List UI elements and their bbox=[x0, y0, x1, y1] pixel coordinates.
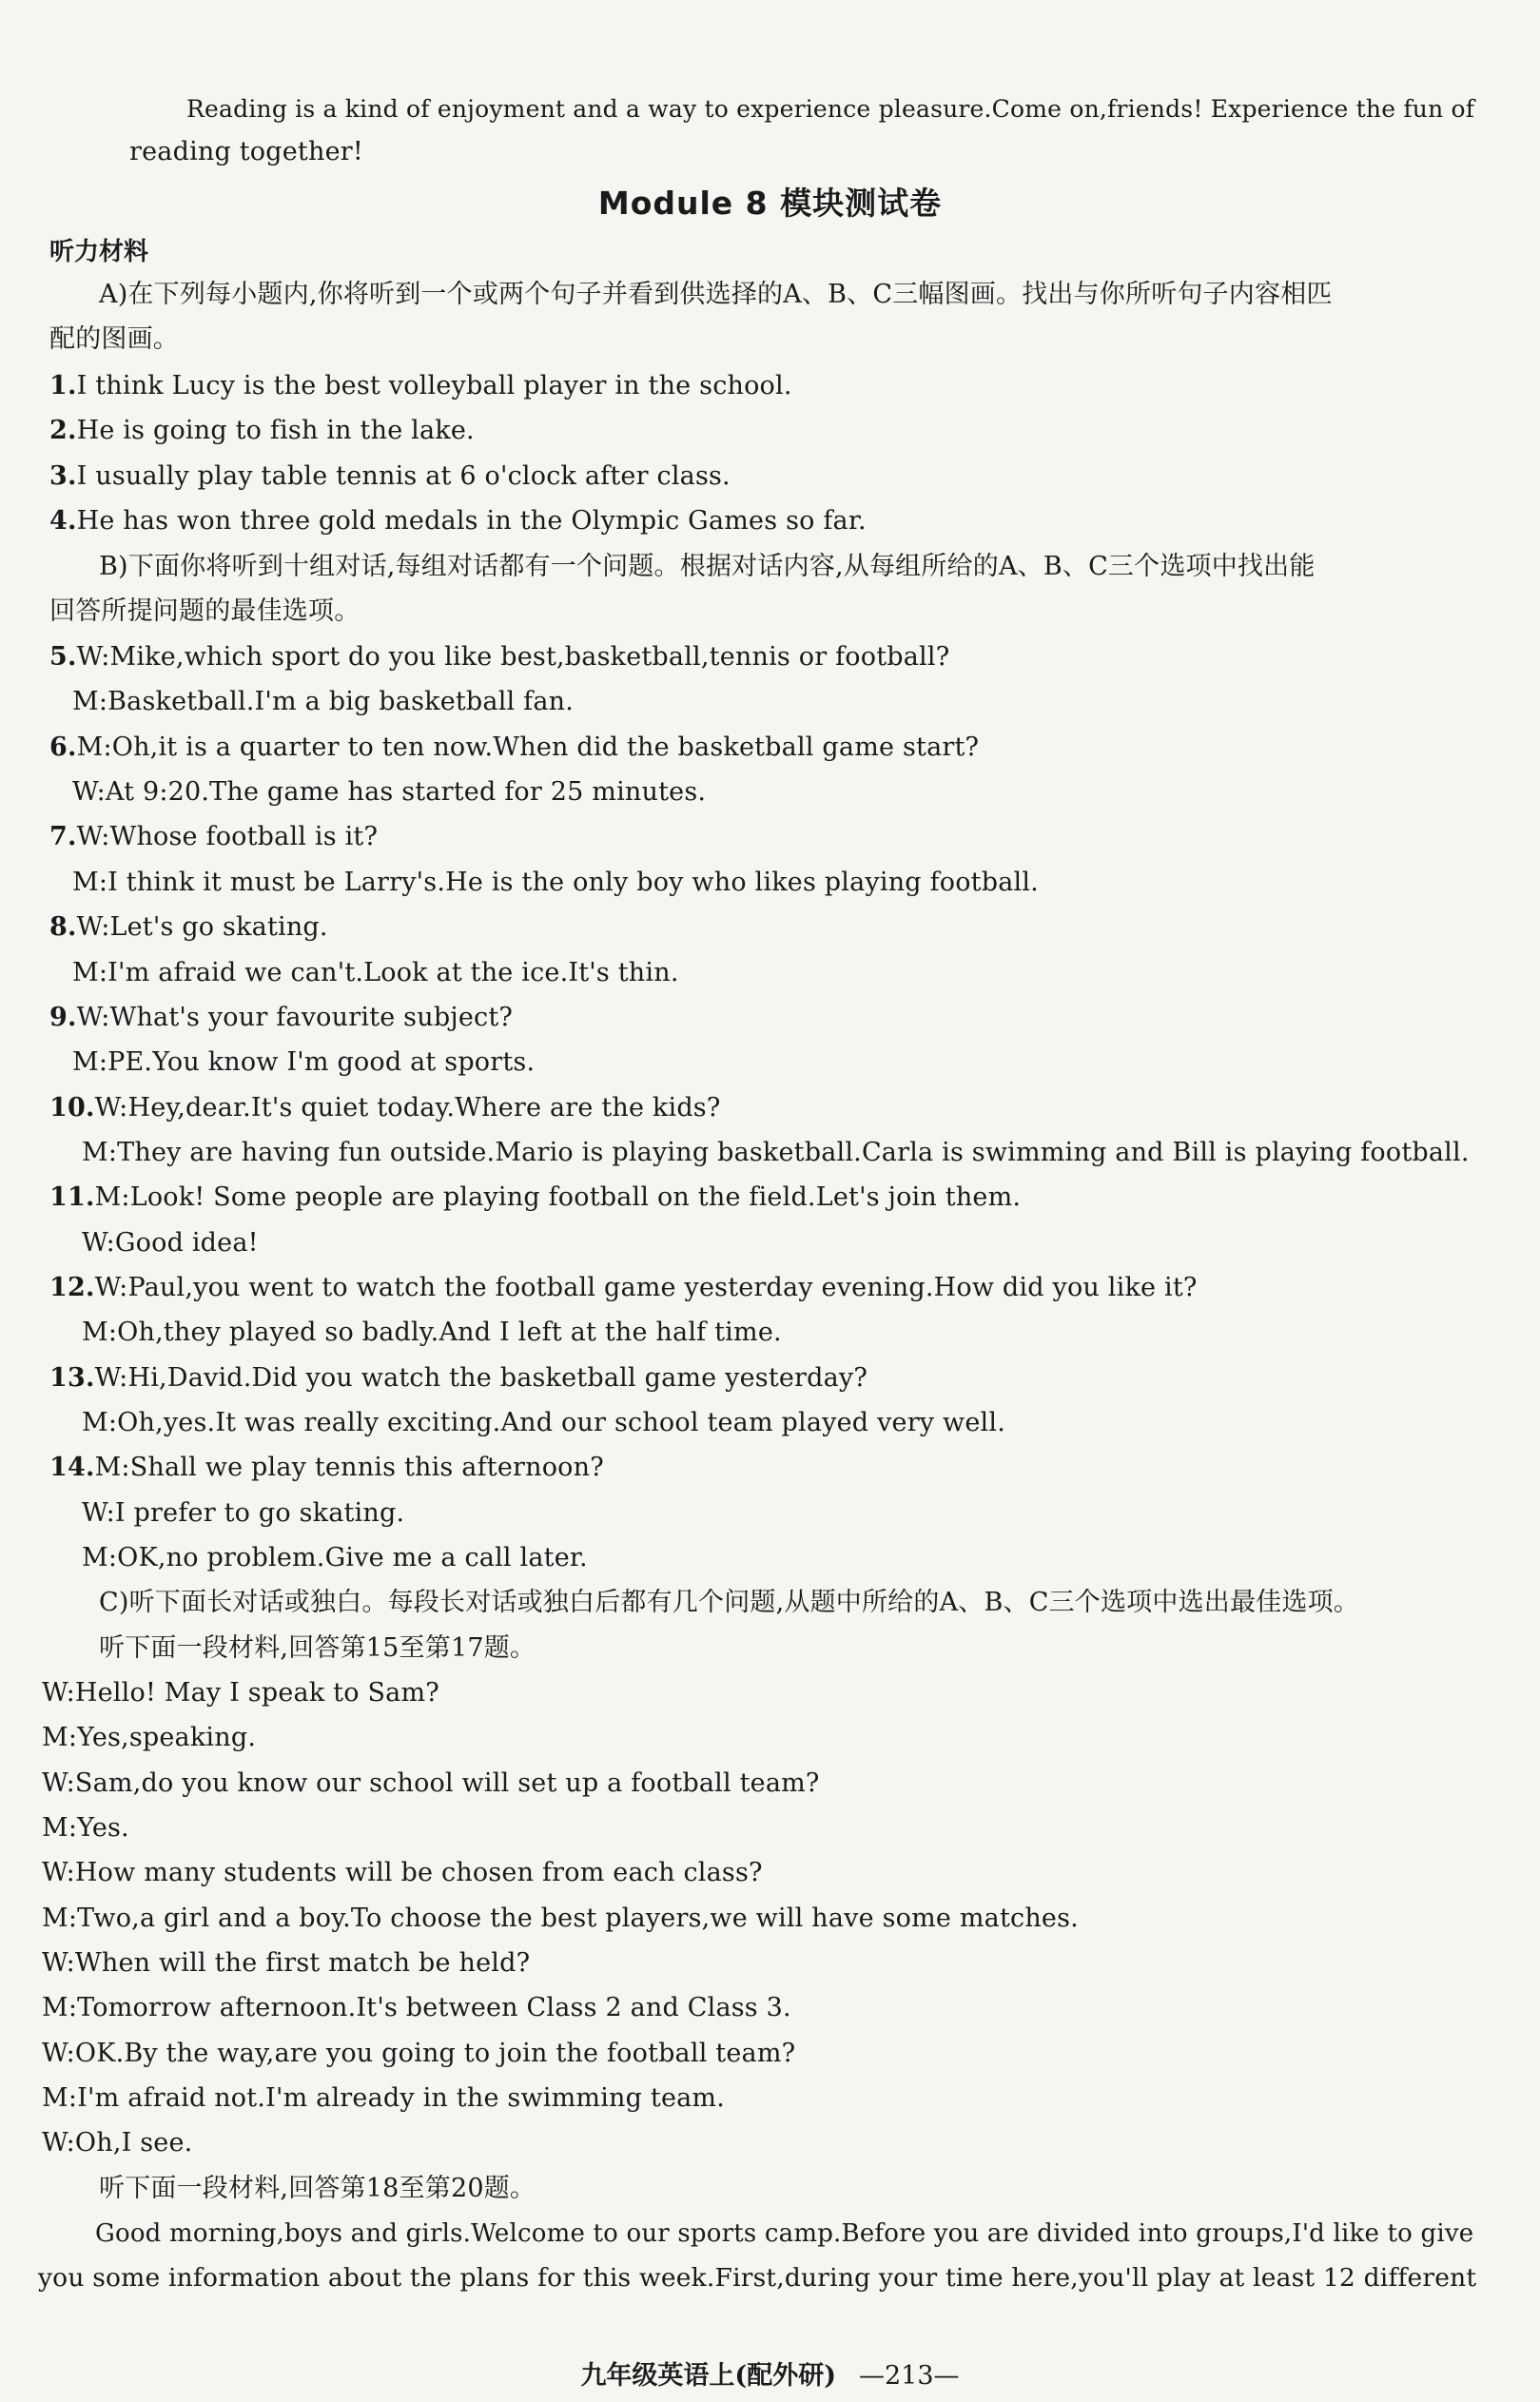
page-footer bbox=[0, 2354, 1540, 2392]
intro-line-1: Reading is a kind of enjoyment and a way to experience pleasure.Come on,friends! Experience the fun of bbox=[186, 95, 1475, 123]
dialog-14-line-3: M:OK,no problem.Give me a call later. bbox=[82, 1543, 588, 1572]
dialog-13-line-1: 13.W:Hi,David.Did you watch the basketball game yesterday? bbox=[49, 1363, 868, 1393]
dialog-12-line-1: 12.W:Paul,you went to watch the football game yesterday evening.How did you like it? bbox=[49, 1273, 1198, 1302]
part-a-instruction-1: A)在下列每小题内,你将听到一个或两个句子并看到供选择的A、B、C三幅图画。找出与你所听句子内容相匹 bbox=[99, 280, 1333, 309]
part-c-instruction: C)听下面长对话或独白。每段长对话或独白后都有几个问题,从题中所给的A、B、C三个选项中选出最佳选项。 bbox=[99, 1588, 1359, 1617]
part-b-instruction-1: B)下面你将听到十组对话,每组对话都有一个问题。根据对话内容,从每组所给的A、B、C三个选项中找出能 bbox=[99, 552, 1316, 581]
dialog-6-line-2: W:At 9:20.The game has started for 25 minutes. bbox=[72, 777, 707, 807]
conversation-line: M:I'm afraid not.I'm already in the swimming team. bbox=[42, 2083, 726, 2113]
part-c-subinstruction-2: 听下面一段材料,回答第18至第20题。 bbox=[99, 2174, 536, 2203]
section-heading: 听力材料 bbox=[49, 238, 149, 266]
dialog-14-line-1: 14.M:Shall we play tennis this afternoon? bbox=[49, 1453, 604, 1482]
dialog-7-line-2: M:I think it must be Larry's.He is the only boy who likes playing football. bbox=[72, 868, 1039, 897]
dialog-5-line-2: M:Basketball.I'm a big basketball fan. bbox=[72, 687, 575, 716]
conversation-line: W:How many students will be chosen from each class? bbox=[42, 1858, 763, 1887]
monologue-line-1: Good morning,boys and girls.Welcome to our sports camp.Before you are divided into groups,I'd like to give bbox=[95, 2219, 1474, 2248]
dialog-11-line-1: 11.M:Look! Some people are playing football on the field.Let's join them. bbox=[49, 1182, 1022, 1212]
dialog-9-line-2: M:PE.You know I'm good at sports. bbox=[72, 1047, 536, 1077]
part-b-instruction-2: 回答所提问题的最佳选项。 bbox=[49, 596, 361, 626]
question-4: 4.He has won three gold medals in the Olympic Games so far. bbox=[49, 506, 867, 536]
conversation-line: W:Oh,I see. bbox=[42, 2128, 193, 2158]
book-title: 九年级英语上(配外研) bbox=[580, 2361, 836, 2391]
dialog-6-line-1: 6.M:Oh,it is a quarter to ten now.When did the basketball game start? bbox=[49, 732, 980, 762]
dialog-8-line-1: 8.W:Let's go skating. bbox=[49, 912, 328, 942]
dialog-8-line-2: M:I'm afraid we can't.Look at the ice.It's thin. bbox=[72, 958, 679, 987]
conversation-line: W:Sam,do you know our school will set up a football team? bbox=[42, 1768, 820, 1798]
conversation-line: W:When will the first match be held? bbox=[42, 1948, 531, 1978]
dialog-11-line-2: W:Good idea! bbox=[82, 1228, 259, 1258]
part-a-instruction-2: 配的图画。 bbox=[49, 324, 179, 354]
dialog-13-line-2: M:Oh,yes.It was really exciting.And our school team played very well. bbox=[82, 1408, 1005, 1437]
page-number: —213— bbox=[859, 2361, 960, 2391]
conversation-line: W:Hello! May I speak to Sam? bbox=[42, 1678, 439, 1708]
question-3: 3.I usually play table tennis at 6 o'clock after class. bbox=[49, 461, 731, 491]
dialog-7-line-1: 7.W:Whose football is it? bbox=[49, 822, 379, 851]
dialog-5-line-1: 5.W:Mike,which sport do you like best,basketball,tennis or football? bbox=[49, 642, 950, 672]
conversation-line: W:OK.By the way,are you going to join the football team? bbox=[42, 2039, 796, 2068]
conversation-line: M:Tomorrow afternoon.It's between Class 2 and Class 3. bbox=[42, 1993, 791, 2022]
conversation-line: M:Yes,speaking. bbox=[42, 1723, 257, 1752]
part-c-subinstruction-1: 听下面一段材料,回答第15至第17题。 bbox=[99, 1633, 536, 1663]
page-title: Module 8 模块测试卷 bbox=[597, 185, 943, 222]
question-2: 2.He is going to fish in the lake. bbox=[49, 416, 475, 445]
conversation-line: M:Two,a girl and a boy.To choose the best players,we will have some matches. bbox=[42, 1904, 1079, 1933]
dialog-12-line-2: M:Oh,they played so badly.And I left at the half time. bbox=[82, 1318, 782, 1347]
dialog-10-line-2: M:They are having fun outside.Mario is playing basketball.Carla is swimming and Bill is playing football. bbox=[82, 1138, 1470, 1167]
monologue-line-2: you some information about the plans for this week.First,during your time here,you'll play at least 12 different bbox=[38, 2263, 1477, 2293]
dialog-9-line-1: 9.W:What's your favourite subject? bbox=[49, 1003, 514, 1032]
question-1: 1.I think Lucy is the best volleyball player in the school. bbox=[49, 371, 792, 400]
intro-line-2: reading together! bbox=[129, 137, 363, 166]
dialog-14-line-2: W:I prefer to go skating. bbox=[82, 1498, 405, 1528]
dialog-10-line-1: 10.W:Hey,dear.It's quiet today.Where are the kids? bbox=[49, 1093, 721, 1123]
conversation-line: M:Yes. bbox=[42, 1813, 129, 1843]
